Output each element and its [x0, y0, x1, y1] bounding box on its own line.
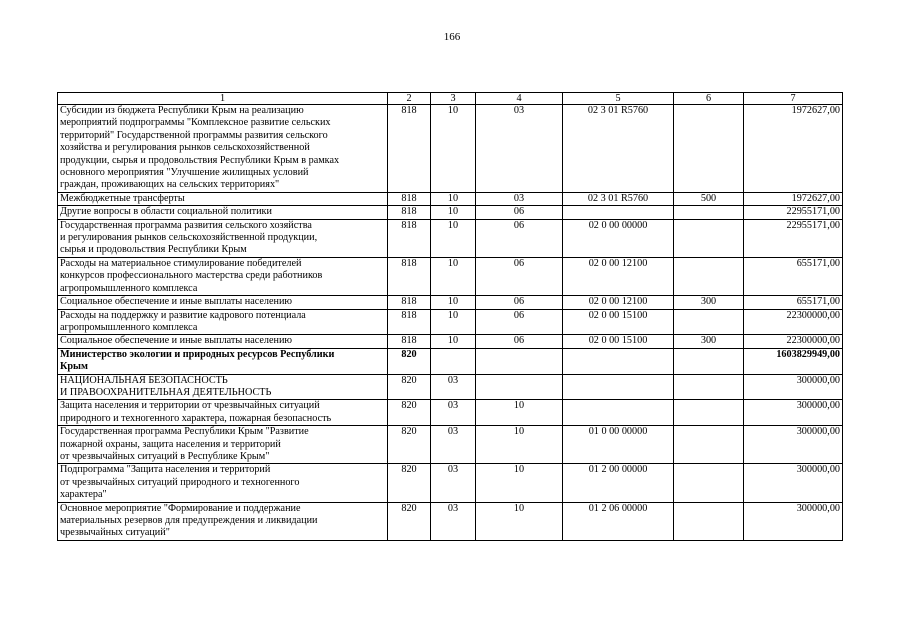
row-amount-cell: 22955171,00: [744, 219, 843, 257]
page-number: 166: [443, 31, 461, 43]
row-code-cell: 818: [388, 257, 431, 295]
table-row: [58, 257, 843, 295]
row-section-cell: 10: [431, 309, 476, 335]
table-row: [58, 335, 843, 348]
row-section-cell: 10: [431, 335, 476, 348]
row-type-cell: [674, 348, 744, 374]
row-code-cell: 818: [388, 206, 431, 219]
row-name-cell: Государственная программа Республики Крым "Развитие пожарной охраны, защита населения и территорий от чрезвычайных ситуаций в Республике Крым": [58, 426, 388, 464]
row-amount-cell: 300000,00: [744, 464, 843, 502]
row-code-cell: 820: [388, 502, 431, 540]
table-row: [58, 309, 843, 335]
row-subsection-cell: 03: [476, 192, 563, 205]
row-target-cell: [563, 400, 674, 426]
row-target-cell: 01 2 00 00000: [563, 464, 674, 502]
row-amount-cell: 22300000,00: [744, 309, 843, 335]
row-code-cell: 820: [388, 464, 431, 502]
row-subsection-cell: 03: [476, 105, 563, 193]
row-code-cell: 820: [388, 426, 431, 464]
row-code-cell: 820: [388, 374, 431, 400]
column-header: 6: [674, 93, 744, 105]
row-section-cell: [431, 348, 476, 374]
row-subsection-cell: [476, 374, 563, 400]
row-subsection-cell: 06: [476, 206, 563, 219]
table-row: [58, 400, 843, 426]
row-target-cell: 02 3 01 R5760: [563, 105, 674, 193]
table-row: [58, 464, 843, 502]
row-subsection-cell: 06: [476, 309, 563, 335]
row-section-cell: 03: [431, 374, 476, 400]
row-type-cell: [674, 502, 744, 540]
row-subsection-cell: 10: [476, 502, 563, 540]
row-type-cell: [674, 206, 744, 219]
row-target-cell: [563, 348, 674, 374]
row-name-cell: Подпрограмма "Защита населения и территорий от чрезвычайных ситуаций природного и техногенного характера": [58, 464, 388, 502]
row-amount-cell: 1603829949,00: [744, 348, 843, 374]
table-row: [58, 374, 843, 400]
row-section-cell: 10: [431, 105, 476, 193]
table-row: [58, 192, 843, 205]
row-name-cell: Министерство экологии и природных ресурсов Республики Крым: [58, 348, 388, 374]
row-subsection-cell: 06: [476, 219, 563, 257]
header-row: [58, 93, 843, 105]
row-amount-cell: 1972627,00: [744, 105, 843, 193]
row-name-cell: Субсидии из бюджета Республики Крым на реализацию мероприятий подпрограммы "Комплексное развитие сельских территорий" Государственной программы развития сельского хозяйства и регулирования рынков сельскохозяйственной продукции, сырья и продовольствия Республики Крым в рамках основного мероприятия "Улучшение жилищных условий граждан, проживающих на сельских территориях": [58, 105, 388, 193]
row-type-cell: [674, 400, 744, 426]
row-subsection-cell: 06: [476, 257, 563, 295]
row-subsection-cell: [476, 348, 563, 374]
row-code-cell: 818: [388, 309, 431, 335]
row-section-cell: 03: [431, 464, 476, 502]
column-header: 5: [563, 93, 674, 105]
row-section-cell: 10: [431, 296, 476, 309]
column-header: 7: [744, 93, 843, 105]
budget-table: [57, 92, 843, 541]
row-target-cell: 01 0 00 00000: [563, 426, 674, 464]
row-code-cell: 820: [388, 400, 431, 426]
row-name-cell: Расходы на материальное стимулирование победителей конкурсов профессионального мастерства среди работников агропромышленного комплекса: [58, 257, 388, 295]
row-code-cell: 818: [388, 105, 431, 193]
row-code-cell: 818: [388, 335, 431, 348]
row-name-cell: Межбюджетные трансферты: [58, 192, 388, 205]
table-row: [58, 219, 843, 257]
row-target-cell: [563, 206, 674, 219]
row-target-cell: 02 0 00 12100: [563, 296, 674, 309]
row-name-cell: Другие вопросы в области социальной политики: [58, 206, 388, 219]
row-type-cell: 500: [674, 192, 744, 205]
row-target-cell: 02 0 00 15100: [563, 309, 674, 335]
row-type-cell: [674, 309, 744, 335]
row-target-cell: 01 2 06 00000: [563, 502, 674, 540]
row-subsection-cell: 10: [476, 426, 563, 464]
row-type-cell: [674, 374, 744, 400]
row-amount-cell: 300000,00: [744, 374, 843, 400]
row-type-cell: [674, 464, 744, 502]
row-amount-cell: 1972627,00: [744, 192, 843, 205]
row-name-cell: Защита населения и территории от чрезвычайных ситуаций природного и техногенного характера, пожарная безопасность: [58, 400, 388, 426]
row-amount-cell: 300000,00: [744, 400, 843, 426]
table-row: [58, 348, 843, 374]
row-amount-cell: 300000,00: [744, 502, 843, 540]
row-target-cell: 02 3 01 R5760: [563, 192, 674, 205]
row-name-cell: Основное мероприятие "Формирование и поддержание материальных резервов для предупреждения и ликвидации чрезвычайных ситуаций": [58, 502, 388, 540]
row-amount-cell: 22955171,00: [744, 206, 843, 219]
row-name-cell: Расходы на поддержку и развитие кадрового потенциала агропромышленного комплекса: [58, 309, 388, 335]
row-type-cell: 300: [674, 296, 744, 309]
row-type-cell: [674, 219, 744, 257]
table-row: [58, 502, 843, 540]
row-amount-cell: 22300000,00: [744, 335, 843, 348]
row-type-cell: 300: [674, 335, 744, 348]
table-row: [58, 105, 843, 193]
column-header: 4: [476, 93, 563, 105]
table-row: [58, 206, 843, 219]
table-row: [58, 426, 843, 464]
row-section-cell: 10: [431, 257, 476, 295]
column-header: 3: [431, 93, 476, 105]
row-amount-cell: 300000,00: [744, 426, 843, 464]
row-code-cell: 818: [388, 296, 431, 309]
row-amount-cell: 655171,00: [744, 257, 843, 295]
row-name-cell: НАЦИОНАЛЬНАЯ БЕЗОПАСНОСТЬ И ПРАВООХРАНИТЕЛЬНАЯ ДЕЯТЕЛЬНОСТЬ: [58, 374, 388, 400]
column-header: 2: [388, 93, 431, 105]
row-code-cell: 818: [388, 219, 431, 257]
row-section-cell: 03: [431, 400, 476, 426]
row-name-cell: Социальное обеспечение и иные выплаты населению: [58, 296, 388, 309]
row-type-cell: [674, 105, 744, 193]
row-code-cell: 818: [388, 192, 431, 205]
row-target-cell: 02 0 00 15100: [563, 335, 674, 348]
row-target-cell: [563, 374, 674, 400]
row-code-cell: 820: [388, 348, 431, 374]
row-section-cell: 10: [431, 206, 476, 219]
row-amount-cell: 655171,00: [744, 296, 843, 309]
row-target-cell: 02 0 00 00000: [563, 219, 674, 257]
row-section-cell: 03: [431, 426, 476, 464]
row-section-cell: 03: [431, 502, 476, 540]
column-header: 1: [58, 93, 388, 105]
row-type-cell: [674, 257, 744, 295]
row-name-cell: Социальное обеспечение и иные выплаты населению: [58, 335, 388, 348]
row-name-cell: Государственная программа развития сельского хозяйства и регулирования рынков сельскохозяйственной продукции, сырья и продовольствия Республики Крым: [58, 219, 388, 257]
table-row: [58, 296, 843, 309]
row-subsection-cell: 06: [476, 296, 563, 309]
row-subsection-cell: 10: [476, 400, 563, 426]
row-type-cell: [674, 426, 744, 464]
row-section-cell: 10: [431, 192, 476, 205]
row-subsection-cell: 06: [476, 335, 563, 348]
row-target-cell: 02 0 00 12100: [563, 257, 674, 295]
row-subsection-cell: 10: [476, 464, 563, 502]
row-section-cell: 10: [431, 219, 476, 257]
